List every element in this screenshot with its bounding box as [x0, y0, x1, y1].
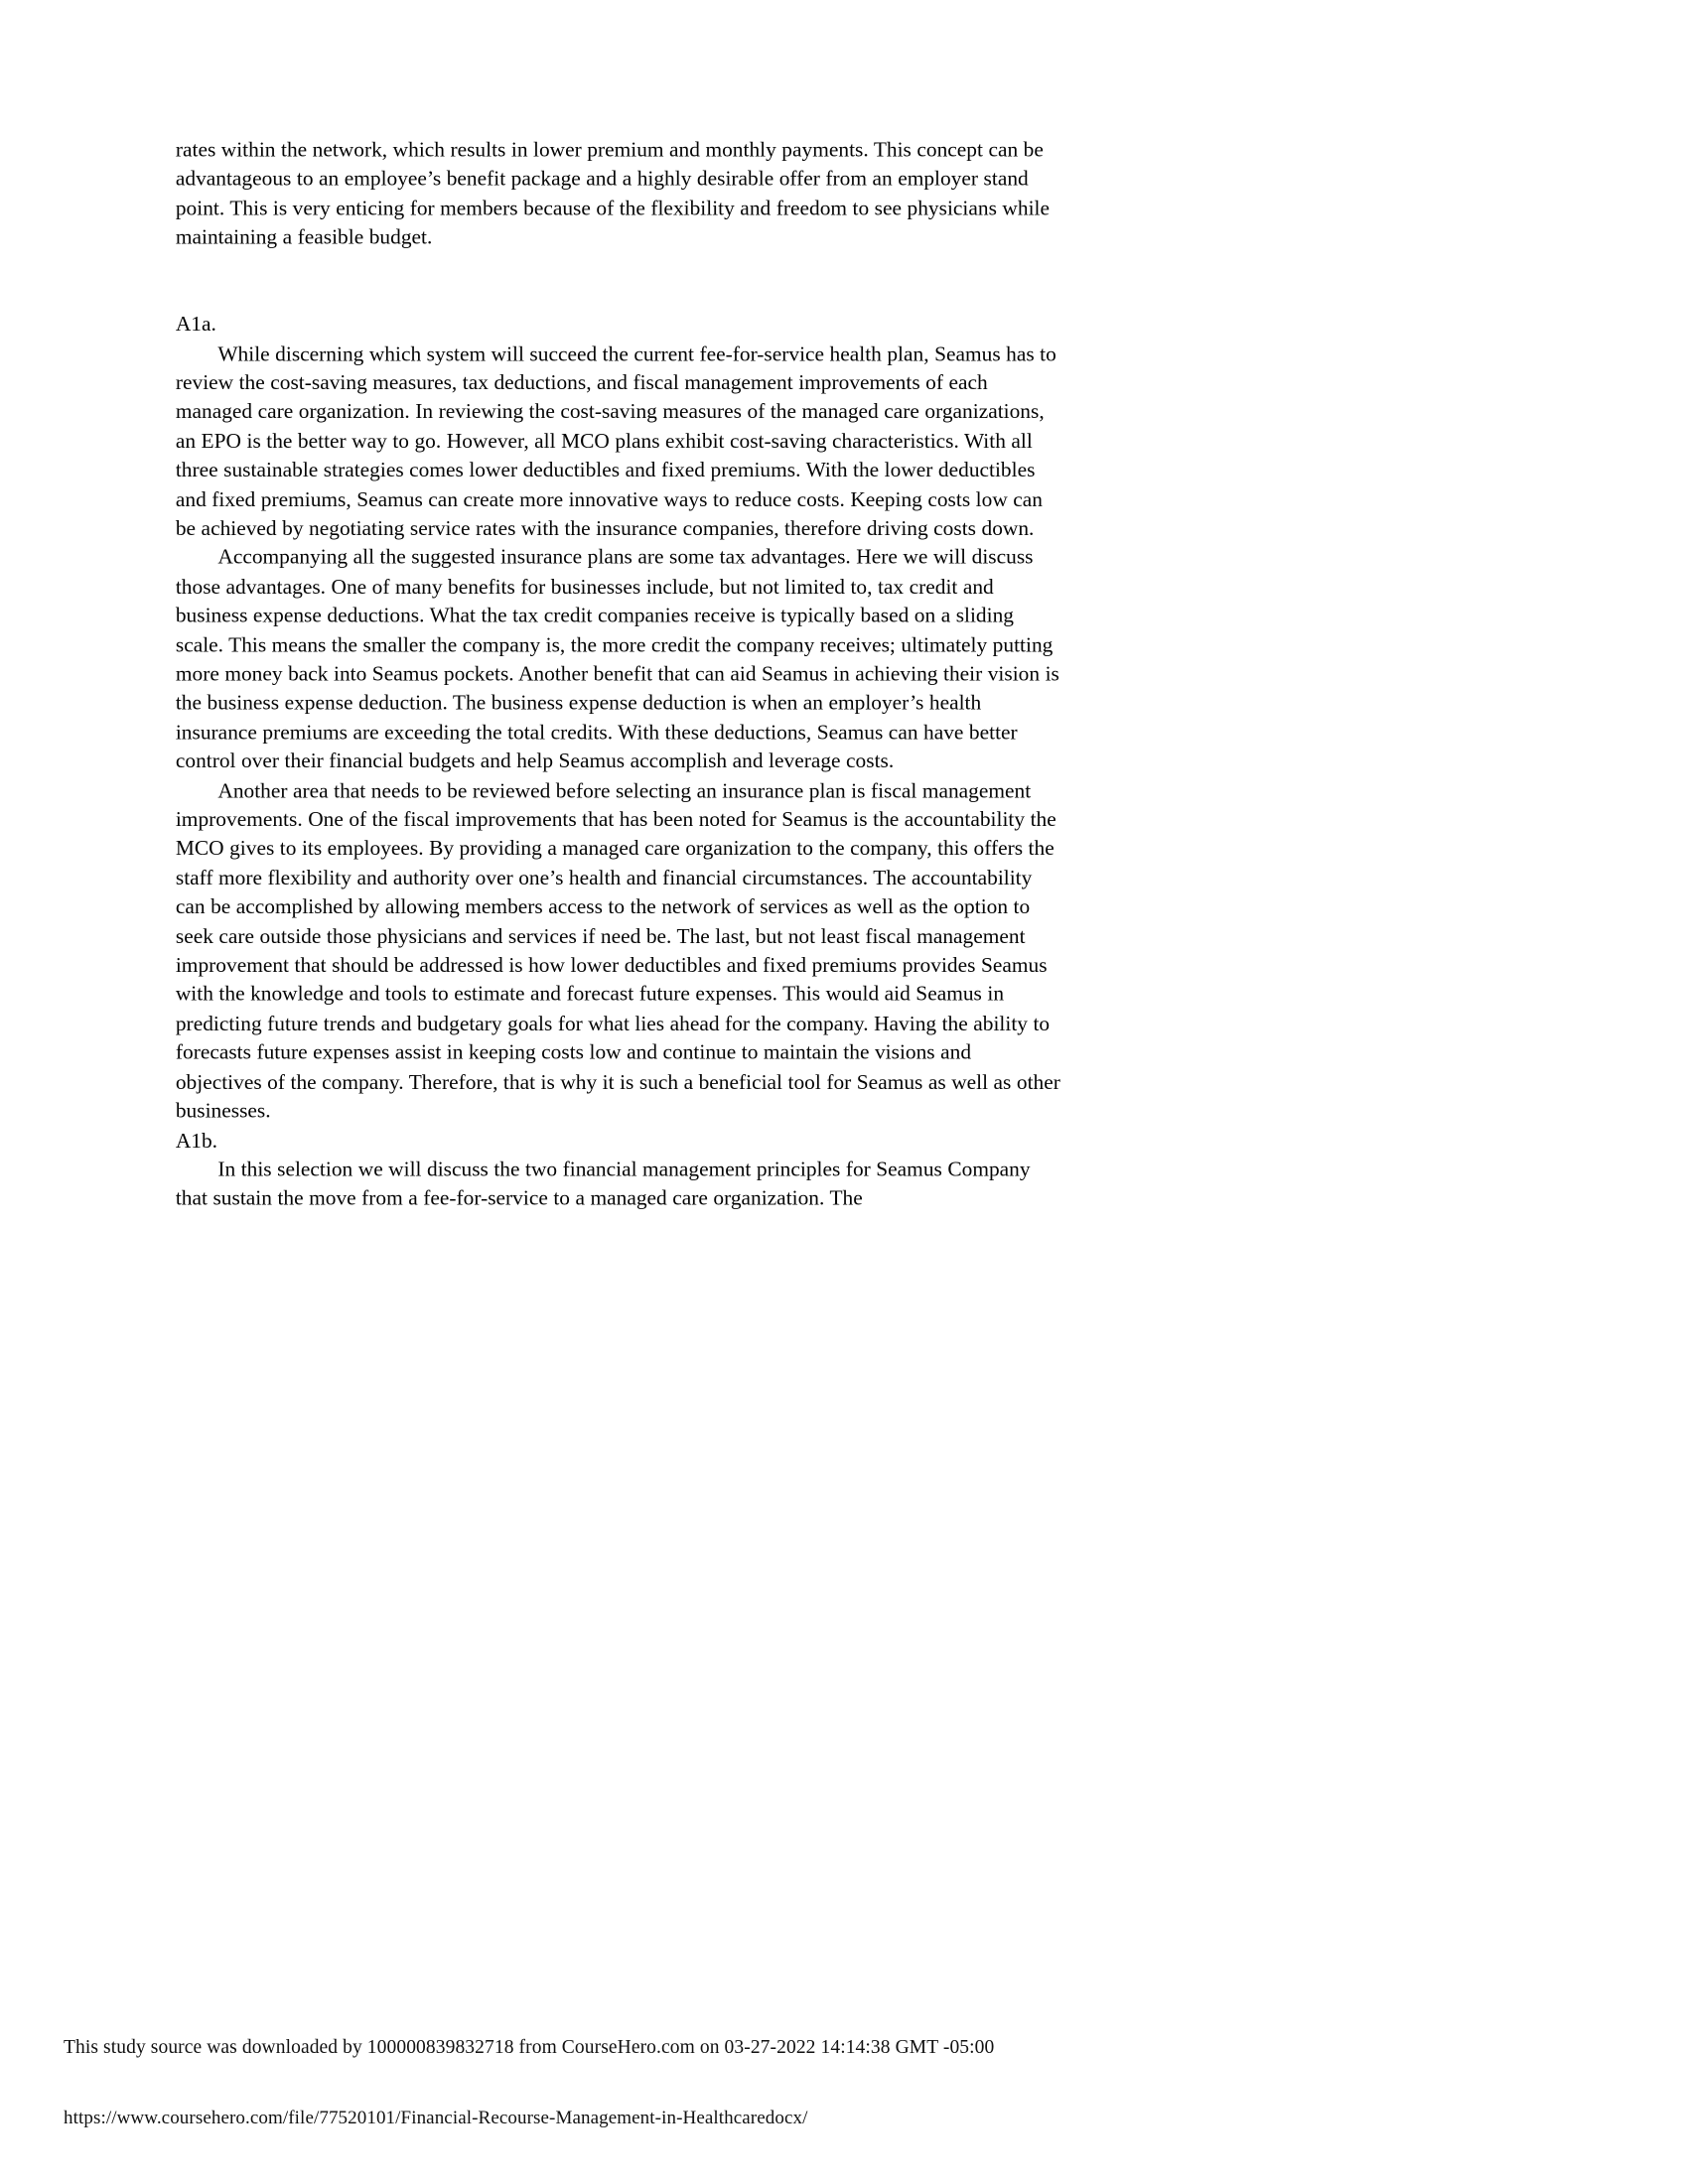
paragraph-a1a-tax-advantages: Accompanying all the suggested insurance plans are some tax advantages. Here we will discuss those advantages. One of many benefits for businesses include, but not limited to, tax credit and business expense deductions. What the tax credit companies receive is typically based on a sliding scale. This means the smaller the company is, the more credit the company receives; ultimately putting more money back into Seamus pockets. Another benefit that can aid Seamus in achieving their vision is the business expense deduction. The business expense deduction is when an employer’s health insurance premiums are exceeding the total credits. With these deductions, Seamus can have better control over their financial budgets and help Seamus accomplish and leverage costs. [175, 546, 1059, 774]
paragraph-a1b-intro: In this selection we will discuss the two financial management principles for Seamus Company that sustain the move from a fee-for-service to a managed care organization. The [175, 1158, 1031, 1211]
source-url-link[interactable]: https://www.coursehero.com/file/77520101/Financial-Recourse-Management-in-Healthcaredocx/ [64, 2108, 808, 2128]
section-spacer [176, 252, 1060, 310]
section-heading-a1b: A1b. [175, 1129, 218, 1153]
document-text-body [176, 136, 1060, 1213]
paragraph-a1a-fiscal-management: Another area that needs to be reviewed before selecting an insurance plan is fiscal management improvements. One of the fiscal improvements that has been noted for Seamus is the accountability the MCO gives to its employees. By providing a managed care organization to the company, this offers the staff more flexibility and authority over one’s health and financial circumstances. The accountability can be accomplished by allowing members access to the network of services as well as the option to seek care outside those physicians and services if need be. The last, but not least fiscal management improvement that should be addressed is how lower deductibles and fixed premiums provides Seamus with the knowledge and tools to estimate and forecast future expenses. This would aid Seamus in predicting future trends and budgetary goals for what lies ahead for the company. Having the ability to forecasts future expenses assist in keeping costs low and continue to maintain the visions and objectives of the company. Therefore, that is why it is such a beneficial tool for Seamus as well as other businesses. [175, 779, 1060, 1124]
paragraph-continuation: rates within the network, which results in lower premium and monthly payments. This concept can be advantageous to an employee’s benefit package and a highly desirable offer from an employer stand point. This is very enticing for members because of the flexibility and freedom to see physicians while maintaining a feasible budget. [175, 138, 1050, 250]
section-heading-a1a: A1a. [175, 313, 216, 337]
paragraph-a1a-cost-saving: While discerning which system will succeed the current fee-for-service health plan, Seamus has to review the cost-saving measures, tax deductions, and fiscal management improvements of each managed care organization. In reviewing the cost-saving measures of the managed care organizations, an EPO is the better way to go. However, all MCO plans exhibit cost-saving characteristics. With all three sustainable strategies comes lower deductibles and fixed premiums. With the lower deductibles and fixed premiums, Seamus can create more innovative ways to reduce costs. Keeping costs low can be achieved by negotiating service rates with the insurance companies, therefore driving costs down. [175, 341, 1056, 541]
download-attribution-text: This study source was downloaded by 100000839832718 from CourseHero.com on 03-27-2022 14:14:38 GMT -05:00 [64, 2037, 995, 2058]
coursehero-watermark-footer [0, 2015, 1688, 2184]
